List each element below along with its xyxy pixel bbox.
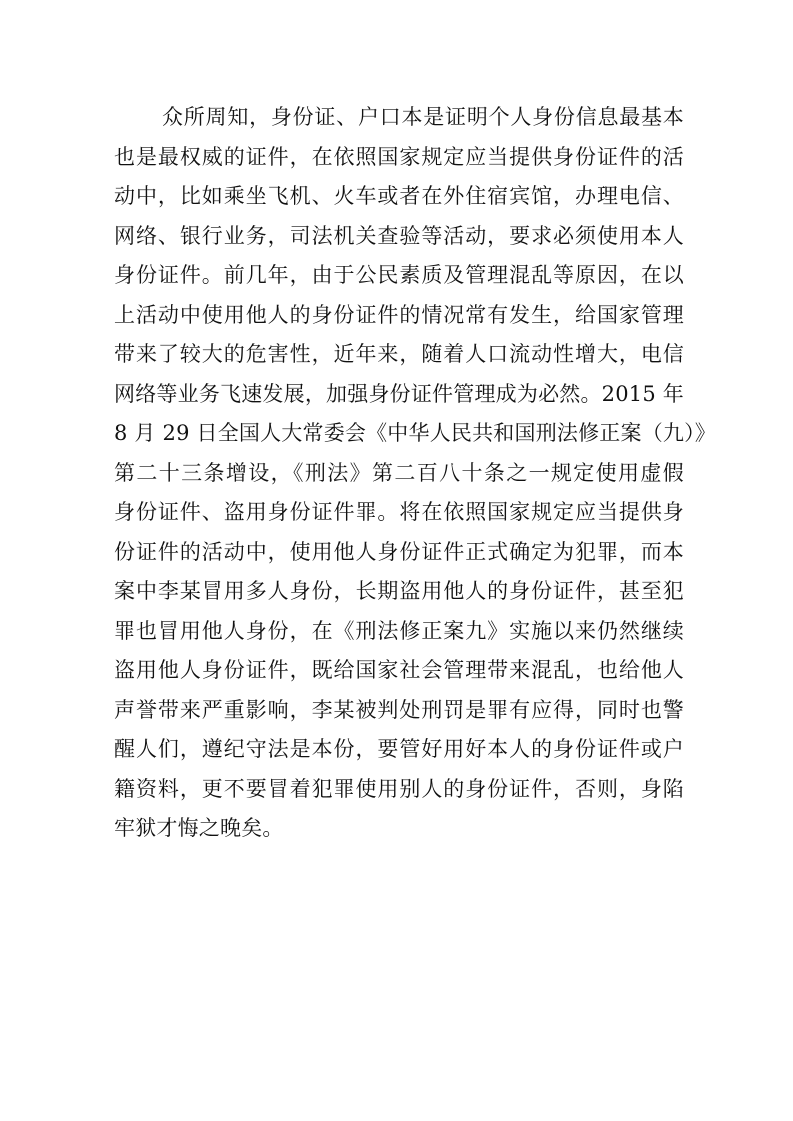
paragraph-line: 份证件的活动中，使用他人身份证件正式确定为犯罪，而本 (114, 539, 684, 564)
paragraph-line: 网络、银行业务，司法机关查验等活动，要求必须使用本人 (114, 223, 684, 248)
body-paragraph (114, 98, 717, 849)
paragraph-line: 身份证件、盗用身份证件罪。将在依照国家规定应当提供身 (114, 500, 684, 524)
paragraph-line: 醒人们，遵纪守法是本份，要管好用好本人的身份证件或户 (114, 737, 684, 761)
paragraph-line: 众所周知，身份证、户口本是证明个人身份信息最基本 (162, 105, 684, 129)
paragraph-line: 动中，比如乘坐飞机、火车或者在外住宿宾馆，办理电信、 (114, 184, 684, 208)
paragraph-line: 案中李某冒用多人身份，长期盗用他人的身份证件，甚至犯 (114, 579, 684, 603)
paragraph-line: 第二十三条增设，《刑法》第二百八十条之一规定使用虚假 (114, 460, 684, 485)
paragraph-line: 网络等业务飞速发展，加强身份证件管理成为必然。2015 年 (114, 381, 684, 406)
paragraph-line: 籍资料，更不要冒着犯罪使用别人的身份证件，否则，身陷 (114, 776, 684, 801)
paragraph-line: 罪也冒用他人身份，在《刑法修正案九》实施以来仍然继续 (114, 618, 684, 643)
paragraph-line: 牢狱才悔之晚矣。 (114, 816, 284, 840)
paragraph-line: 盗用他人身份证件，既给国家社会管理带来混乱，也给他人 (114, 658, 684, 682)
paragraph-line: 上活动中使用他人的身份证件的情况常有发生，给国家管理 (114, 302, 684, 327)
paragraph-line: 带来了较大的危害性，近年来，随着人口流动性增大，电信 (114, 342, 684, 366)
paragraph-line: 也是最权威的证件，在依照国家规定应当提供身份证件的活 (114, 144, 684, 169)
paragraph-line: 声誉带来严重影响，李某被判处刑罚是罪有应得，同时也警 (114, 697, 684, 722)
paragraph-line: 8 月 29 日全国人大常委会《中华人民共和国刑法修正案（九）》 (114, 421, 717, 445)
paragraph-line: 身份证件。前几年，由于公民素质及管理混乱等原因，在以 (114, 263, 684, 287)
